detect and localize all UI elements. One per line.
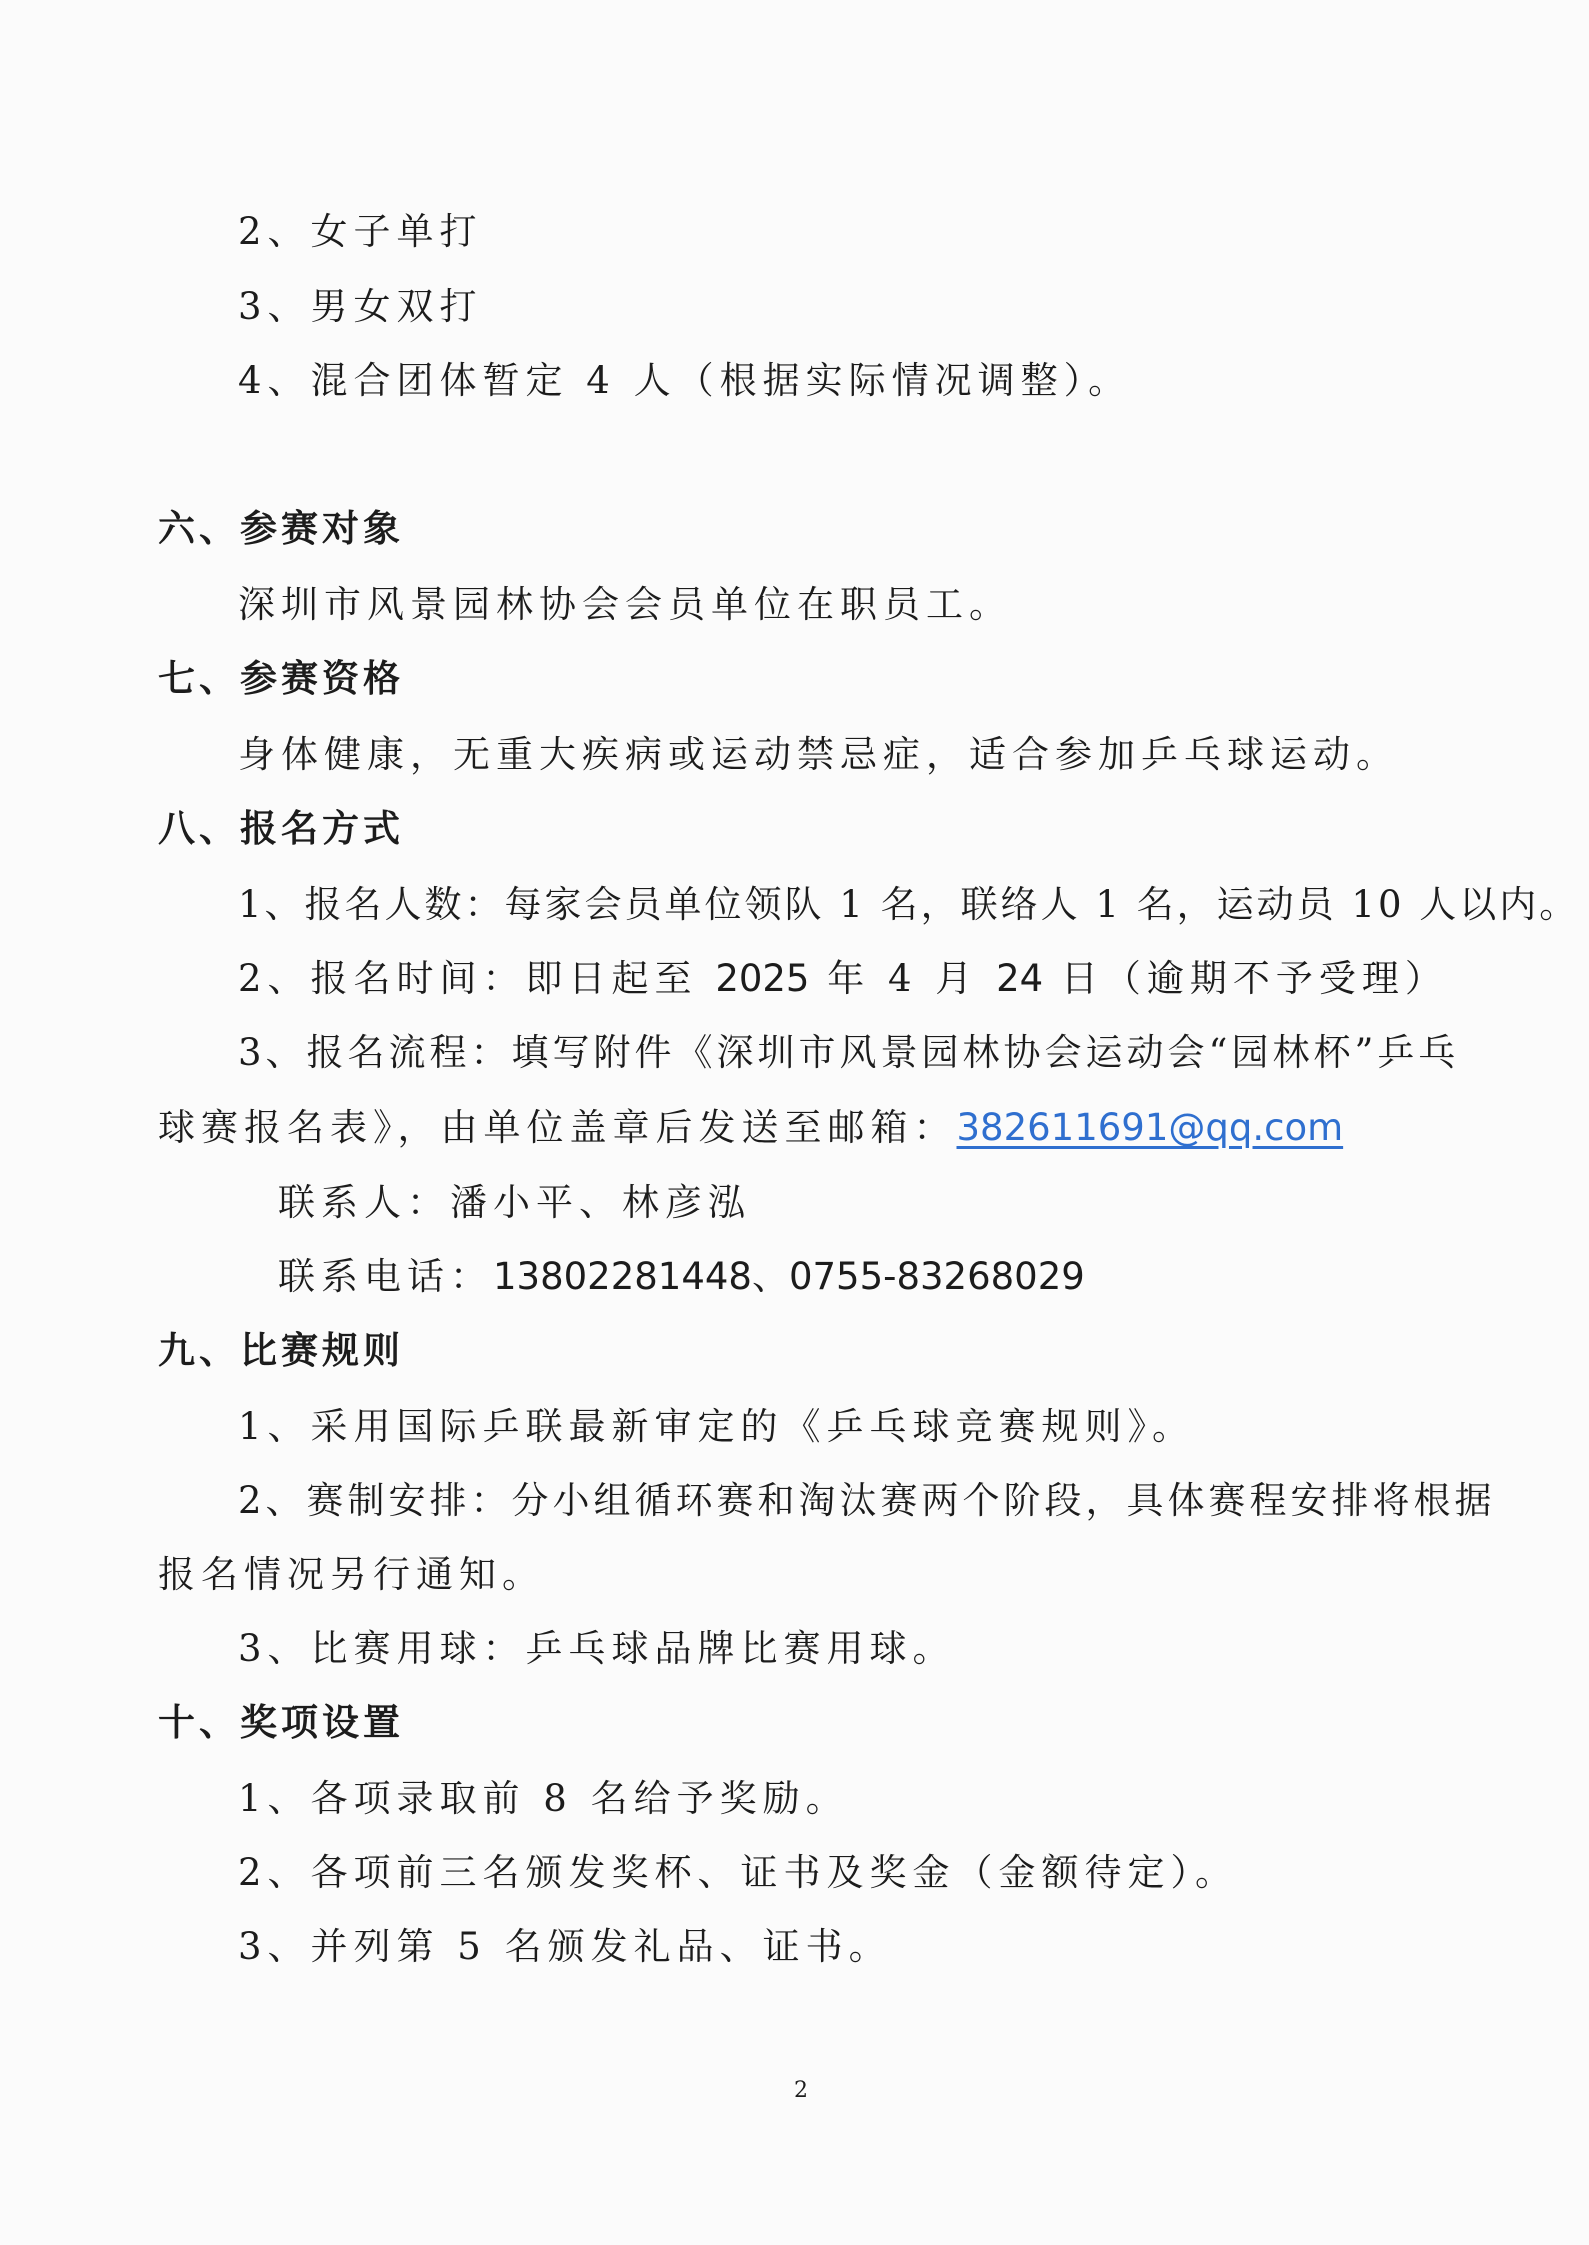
list-item: 2、女子单打	[238, 210, 483, 253]
year-value: 2025	[715, 957, 810, 1000]
section-heading: 六、参赛对象	[158, 507, 404, 550]
paragraph: 深圳市风景园林协会会员单位在职员工。	[238, 583, 1012, 626]
day-value: 24	[996, 957, 1044, 1000]
phone-label: 联系电话：	[278, 1255, 493, 1298]
section-heading: 八、报名方式	[158, 807, 404, 850]
list-item	[238, 957, 1448, 1000]
list-item: 1、报名人数：每家会员单位领队 1 名，联络人 1 名，运动员 10 人以内。	[238, 883, 1580, 926]
list-item: 1、各项录取前 8 名给予奖励。	[238, 1777, 849, 1820]
list-item: 1、采用国际乒联最新审定的《乒乓球竞赛规则》。	[238, 1405, 1196, 1448]
list-item: 3、并列第 5 名颁发礼品、证书。	[238, 1925, 892, 1968]
email-link[interactable]: 382611691@qq.com	[956, 1106, 1344, 1149]
section-heading: 十、奖项设置	[158, 1701, 404, 1744]
list-item: 4、混合团体暂定 4 人（根据实际情况调整）。	[238, 359, 1132, 402]
page-number: 2	[794, 2078, 808, 2103]
list-item: 2、赛制安排：分小组循环赛和淘汰赛两个阶段，具体赛程安排将根据	[238, 1479, 1496, 1522]
list-item-continuation	[158, 1106, 1344, 1149]
phone-numbers: 13802281448、0755-83268029	[493, 1255, 1085, 1298]
text-segment: 年 4 月	[809, 957, 997, 1000]
list-item: 3、比赛用球：乒乓球品牌比赛用球。	[238, 1627, 956, 1670]
list-item-continuation: 报名情况另行通知。	[158, 1553, 545, 1596]
list-item: 2、各项前三名颁发奖杯、证书及奖金（金额待定）。	[238, 1851, 1239, 1894]
paragraph: 身体健康，无重大疾病或运动禁忌症，适合参加乒乓球运动。	[238, 733, 1399, 776]
text-segment: 球赛报名表》，由单位盖章后发送至邮箱：	[158, 1106, 957, 1149]
section-heading: 七、参赛资格	[158, 657, 404, 700]
contact-phone	[278, 1255, 1085, 1298]
section-heading: 九、比赛规则	[158, 1329, 404, 1372]
text-segment: 日（逾期不予受理）	[1043, 957, 1448, 1000]
list-item: 3、报名流程：填写附件《深圳市风景园林协会运动会“园林杯”乒乓	[238, 1031, 1460, 1074]
contact-person: 联系人：潘小平、林彦泓	[278, 1181, 751, 1224]
list-item: 3、男女双打	[238, 285, 483, 328]
text-segment: 2、报名时间：即日起至	[238, 957, 716, 1000]
